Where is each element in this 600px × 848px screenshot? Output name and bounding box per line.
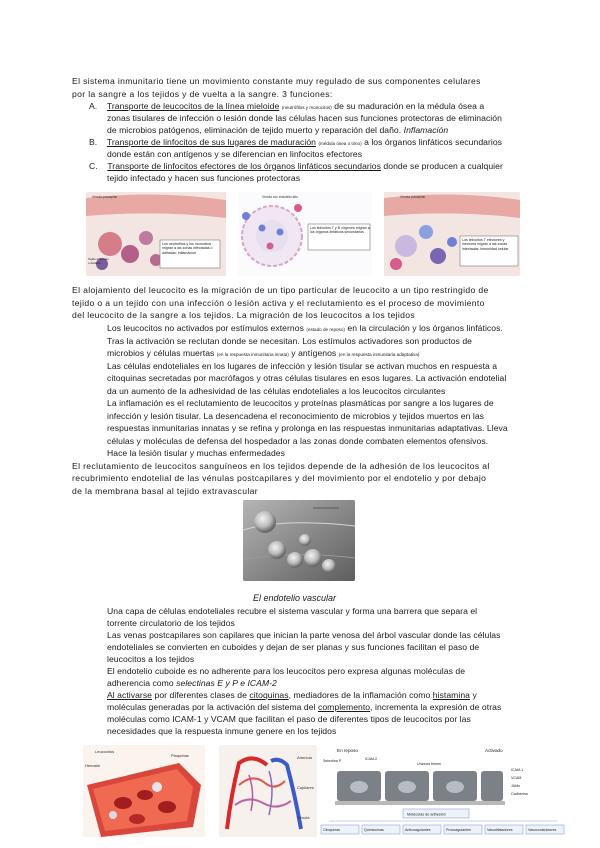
item-a-cont2 <box>107 124 448 137</box>
item-a-cont1: zonas tisulares de infección o lesión donde las células hacen sus funciones protectoras de eliminación <box>107 112 502 123</box>
diagram-category-label: Anticoagulantes <box>405 828 431 833</box>
s2-b1-text: Los leucocitos no activados por estímulos externos <box>107 323 304 333</box>
s4-b1-line2: torrente circulatorio de los tejidos <box>107 618 235 628</box>
s2-bullet-6: Hace la lesión tisular y muchas enfermedades <box>107 448 285 458</box>
s4-b3-line1: El endotelio cuboide es no adherente para los leucocitos pero expresa algunas moléculas de <box>107 666 466 676</box>
item-c <box>89 160 503 173</box>
s3-line1: El reclutamiento de leucocitos sanguíneos en los tejidos depende de la adhesión de los leucocitos al <box>72 460 490 471</box>
blood-vessel-figure <box>83 745 205 837</box>
item-a-note: (neutrófilos y monocitos) <box>281 104 332 110</box>
panel-a <box>86 192 226 276</box>
capillary-bed-illustration <box>219 745 317 837</box>
item-c-cont1: tejido infectado y hacen sus funciones protectoras <box>107 172 301 183</box>
diagram-label-vcam: VCAM <box>511 776 522 780</box>
diagram-label-activado: Activado <box>485 748 503 753</box>
s2-b1-text-2: en la circulación y los órganos linfáticos. <box>347 323 503 333</box>
blood-vessel-illustration <box>83 745 205 837</box>
s2-b5-line4: células y moléculas de defensa del hospedador a las zonas donde combaten elementos ofensivos. <box>107 435 489 446</box>
s4-b4-line1 <box>107 689 477 702</box>
s2-b5-line3: respuestas inmunitarias innatas y se refina y prolonga en las respuestas inmunitarias adaptativas. Lleva <box>107 423 508 433</box>
diagram-label-reposo: En reposo <box>337 748 358 753</box>
capillary-label-capilares: Capilares <box>297 785 314 790</box>
endothelium-micrograph <box>243 500 355 581</box>
s4-b4-text-4: moléculas generadas por la activación del sistema del <box>107 702 316 712</box>
item-b-cont1: donde están con antígenos y se diferencian en linfocitos efectores <box>107 148 363 159</box>
diagram-category-label: Citoquinas <box>323 828 340 833</box>
s2-p1-line3: del leucocito de la sangre a los tejidos. La migración de los leucocitos a los tejidos <box>72 310 415 320</box>
s4-b4-text-5: , incrementa la expresión de otras <box>370 702 502 712</box>
s2-b3-note-1: (en la respuesta inmunitaria innata) <box>216 352 289 357</box>
capillary-label-venula: Vénula <box>297 815 310 820</box>
micrograph-caption: El endotelio vascular <box>253 593 337 603</box>
diagram-label-icam2: ICAM-2 <box>365 757 378 761</box>
s4-b2-line2: endoteliales se convierten en cuboides y dejan de ser planas y sus funciones facilitan el paso de <box>107 642 480 652</box>
s3-line3: de la membrana basal al tejido extravascular <box>72 485 258 496</box>
s2-b3-note-2: (en la respuesta inmunitaria adaptativa) <box>338 352 420 357</box>
s2-b3-text-2: y antígenos <box>291 348 337 358</box>
s2-b4-line2: citoquinas secretadas por macrófagos y otras células tisulares en esos lugares. La activación endotelial <box>107 373 507 383</box>
s4-histamina: histamina <box>432 690 470 700</box>
endothelial-cells <box>335 771 505 805</box>
s4-complemento: complemento <box>318 702 371 712</box>
panel-a-box-text: Los neutrófilos y los monocitos migran a las zonas infectadas o dañadas: inflamación <box>162 242 213 255</box>
vessel-label-leucocitos: Leucocitos <box>95 749 115 754</box>
item-b-note: (médula ósea o timo) <box>318 140 362 146</box>
s2-b1-note: (estado de reposo) <box>306 327 345 332</box>
s4-b4-text-2: , mediadores de la inflamación como <box>288 690 431 700</box>
s4-b4-line3: moléculas como ICAM-1 y VCAM que facilitan el paso de diferentes tipos de leucocitos por las <box>107 714 471 724</box>
diagram-category-label: Procoagulantes <box>446 828 471 833</box>
item-c-letter: C. <box>89 160 98 171</box>
vessel-label-plaquetas: Plaquetas <box>171 753 189 758</box>
item-a-cont2-text: de microbios patógenos, eliminación de tejido muerto y reparación del daño. <box>107 124 402 135</box>
panel-b-box-text: Los linfocitos T y B vírgenes migran a los órganos linfáticos secundarios <box>310 226 370 235</box>
s4-b1-line1: Una capa de células endoteliales recubre el sistema vascular y forma una barrera que separa el <box>107 606 478 616</box>
diagram-label-jams: JAMs <box>511 784 520 788</box>
s2-b4-line1: Las células endoteliales en los lugares de infección y lesión tisular se activan muchos en respuesta a <box>107 360 498 371</box>
s4-b2-line3: leucocitos a los tejidos <box>107 654 195 664</box>
intro-line-1: El sistema inmunitario tiene un movimiento constante muy regulado de sus componentes celulares <box>72 76 481 86</box>
diagram-label-selectina-p: Selectina P <box>323 759 342 763</box>
item-a-letter: A. <box>89 100 98 111</box>
s2-b5-line2: infección y lesión tisular. La desencadena el reconocimiento de microbios y tejidos muertos en las <box>107 410 485 421</box>
item-b-rest: a los órganos linfáticos secundarios <box>364 136 503 147</box>
vessel-label-hematie: Hematíe <box>85 763 101 768</box>
endothelial-activation-diagram <box>317 745 571 837</box>
s4-b2-line1: Las venas postcapilares son capilares que inician la parte venosa del árbol vascular donde las células <box>107 630 501 640</box>
s4-b4-text-1: por diferentes clases de <box>154 690 247 700</box>
panel-a-label: Vénula poscapilar <box>92 195 118 199</box>
panel-b <box>238 192 372 276</box>
s4-b4-line4: necesidades que la respuesta inmune genere en los tejidos <box>107 726 337 736</box>
s4-citoquinas: citoquinas <box>249 690 289 700</box>
item-c-rest: donde se producen a cualquier <box>383 160 503 171</box>
migration-panels-illustration <box>86 192 520 276</box>
s4-b4-line2 <box>107 701 501 714</box>
diagram-label-uniones: Uniones firmes <box>417 762 441 766</box>
diagram-category-label: Quimiocinas <box>364 828 384 833</box>
s2-p1-line1: El alojamiento del leucocito es la migración de un tipo particular de leucocito a un tipo restringido de <box>72 285 489 295</box>
s2-p1-line2: tejido o a un tejido con una infección o lesión activa y el reclutamiento es el proceso de movimiento <box>72 297 485 308</box>
capillary-bed-figure <box>219 745 317 837</box>
item-c-title: Transporte de linfocitos efectores de los órganos linfáticos secundarios <box>107 160 381 171</box>
s4-b4-text-3: y <box>472 690 477 700</box>
leukocyte-migration-figure <box>86 192 520 276</box>
endothelial-diagram-illustration <box>317 745 571 837</box>
diagram-bottom-boxes <box>321 825 564 834</box>
panel-c-label: Vénula poscapilar <box>400 195 426 199</box>
s3-line2: recubrimiento endotelial de las vénulas postcapilares y del movimiento por el endotelio y por debajo <box>72 473 487 483</box>
diagram-category-label: Vasoconstrictores <box>528 828 557 833</box>
item-b-letter: B. <box>89 136 98 147</box>
diagram-label-moleculas: Moléculas de adhesión <box>407 812 446 817</box>
item-a-rest: de su maduración en la médula ósea a <box>334 100 485 111</box>
s2-b5-line1: La inflamación es el reclutamiento de leucocitos y proteínas plasmáticas por sangre a los lugares de <box>107 398 494 408</box>
panel-c <box>384 192 520 276</box>
s2-b4-line3: da un aumento de la adhesividad de las células endoteliales a los leucocitos circulantes <box>107 385 446 396</box>
s4-al-activarse: Al activarse <box>107 690 153 700</box>
panel-c-box-text: Los linfocitos T efectores y memoria migran a las zonas infectadas: inmunidad celular <box>462 238 509 251</box>
s4-b3-line2 <box>107 677 277 690</box>
diagram-label-cadherina: Cadherina <box>511 792 528 796</box>
panel-b-label: Vénula con endotelio alto <box>262 195 298 199</box>
micrograph-illustration <box>243 500 355 581</box>
diagram-category-label: Vasodilatadores <box>487 828 513 833</box>
s2-b3-text: microbios y células muertas <box>107 348 215 358</box>
s4-b3-molecules: selectinas E y P e ICAM-2 <box>176 678 277 688</box>
diagram-label-icam1: ICAM-1 <box>511 768 524 772</box>
intro-line-2: por la sangre a los tejidos y de vuelta a la sangre. 3 funciones: <box>72 88 333 99</box>
s4-b3-text: adherencia como <box>107 678 174 688</box>
s2-bullet-2: Tras la activación se reclutan donde se necesitan. Los estímulos activadores son productos de <box>107 335 472 346</box>
item-b-title: Transporte de linfocitos de sus lugares de maduración <box>106 136 317 147</box>
item-a-inflamacion: Inflamación <box>403 124 449 135</box>
item-a-title: Transporte de leucocitos de la línea mieloide <box>106 100 280 111</box>
capillary-label-arteriola: Arteriola <box>297 755 312 760</box>
panel-a-side-text: Tejido infectado o dañado <box>88 258 109 265</box>
